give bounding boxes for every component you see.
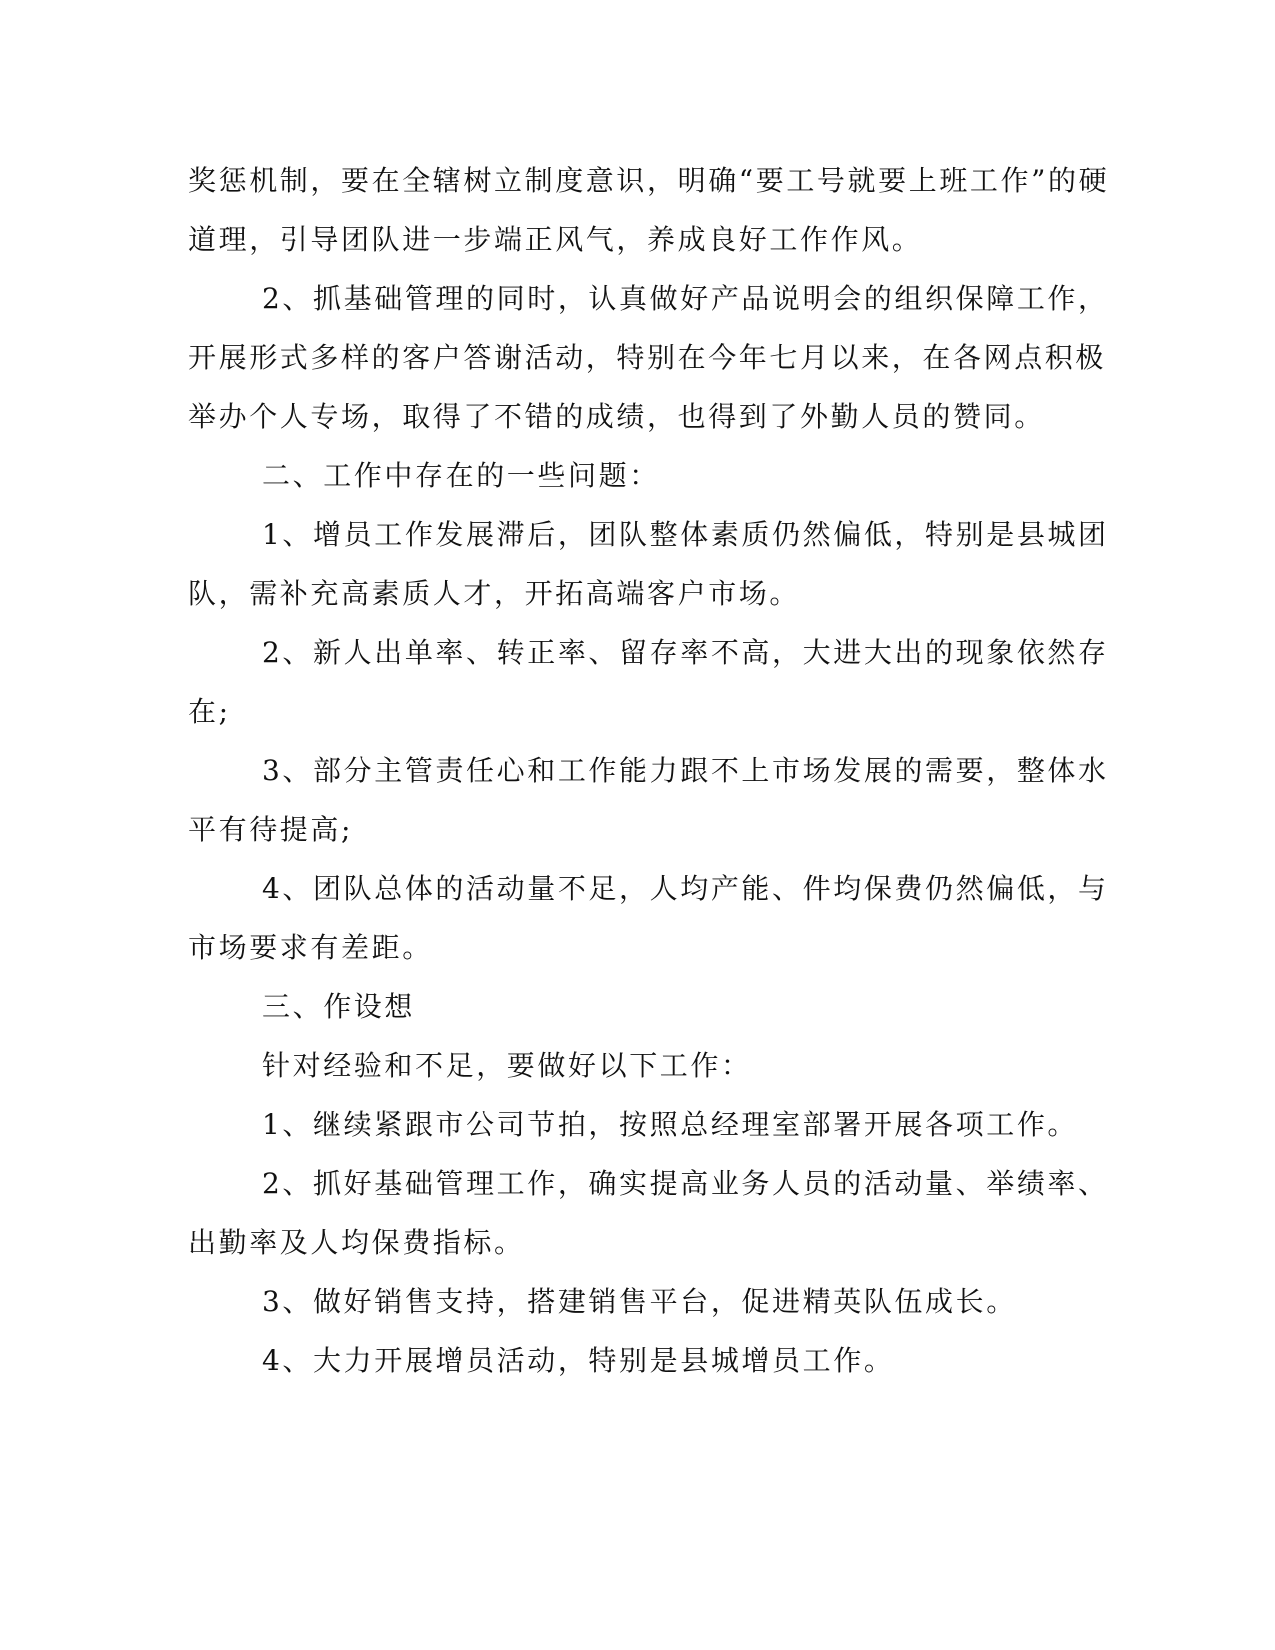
text-line: 在; — [188, 695, 231, 728]
text-line: 举办个人专场，取得了不错的成绩，也得到了外勤人员的赞同。 — [188, 400, 1045, 433]
text-line: 1、增员工作发展滞后，团队整体素质仍然偏低，特别是县城团 — [262, 518, 1109, 551]
text-line: 道理，引导团队进一步端正风气，养成良好工作作风。 — [188, 223, 923, 256]
text-line: 3、部分主管责任心和工作能力跟不上市场发展的需要，整体水 — [262, 754, 1109, 787]
text-line: 队，需补充高素质人才，开拓高端客户市场。 — [188, 577, 801, 610]
text-line: 针对经验和不足，要做好以下工作： — [262, 1049, 752, 1082]
text-line: 4、团队总体的活动量不足，人均产能、件均保费仍然偏低，与 — [262, 872, 1109, 905]
text-line: 2、抓好基础管理工作，确实提高业务人员的活动量、举绩率、 — [262, 1167, 1109, 1200]
text-line: 1、继续紧跟市公司节拍，按照总经理室部署开展各项工作。 — [262, 1108, 1079, 1141]
text-line: 奖惩机制，要在全辖树立制度意识，明确“要工号就要上班工作”的硬 — [188, 164, 1110, 197]
section-heading: 二、工作中存在的一些问题： — [262, 459, 660, 492]
text-line: 开展形式多样的客户答谢活动，特别在今年七月以来，在各网点积极 — [188, 341, 1107, 374]
text-line: 平有待提高; — [188, 813, 354, 846]
text-line: 市场要求有差距。 — [188, 931, 433, 964]
text-line: 出勤率及人均保费指标。 — [188, 1226, 525, 1259]
text-line: 4、大力开展增员活动，特别是县城增员工作。 — [262, 1344, 895, 1377]
section-heading: 三、作设想 — [262, 990, 416, 1023]
text-line: 3、做好销售支持，搭建销售平台，促进精英队伍成长。 — [262, 1285, 1017, 1318]
text-line: 2、抓基础管理的同时，认真做好产品说明会的组织保障工作， — [262, 282, 1109, 315]
text-line: 2、新人出单率、转正率、留存率不高，大进大出的现象依然存 — [262, 636, 1109, 669]
